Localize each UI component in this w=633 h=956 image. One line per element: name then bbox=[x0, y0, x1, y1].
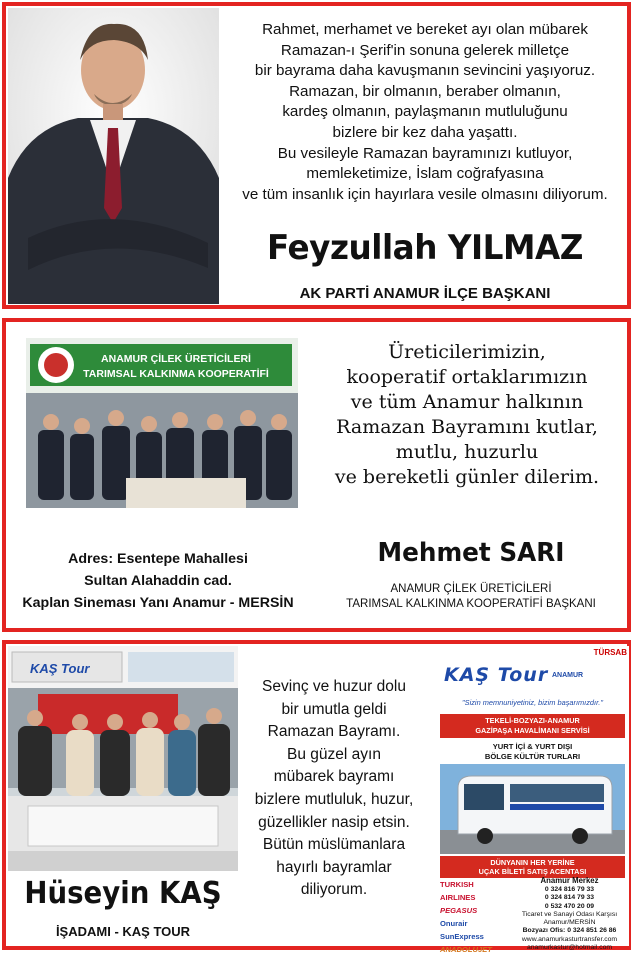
kas-tour-logo: KAŞ Tour bbox=[444, 664, 549, 686]
greeting-panel-kas bbox=[2, 640, 631, 954]
signatory-name: Feyzullah YILMAZ bbox=[267, 228, 583, 268]
pegasus-logo: PEGASUS bbox=[440, 906, 478, 915]
sunexpress-logo: SunExpress bbox=[440, 932, 484, 941]
greeting-panel-sari bbox=[2, 318, 631, 632]
kas-tour-location: ANAMUR bbox=[552, 672, 584, 679]
greeting-message: Üreticilerimizin, kooperatif ortaklarımızın ve tüm Anamur halkının Ramazan Bayramını kutlar, mutlu, huzurlu ve bereketli günler dilerim. bbox=[334, 341, 600, 488]
tours-heading: YURT İÇİ & YURT DIŞI BÖLGE KÜLTÜR TURLARI bbox=[484, 742, 581, 761]
airport-service-banner: TEKELİ-BOZYAZI-ANAMUR GAZİPAŞA HAVALİMANI SERVİSİ bbox=[440, 714, 625, 738]
cooperative-address: Adres: Esentepe Mahallesi Sultan Alahaddin cad. Kaplan Sineması Yanı Anamur - MERSİN bbox=[22, 551, 294, 611]
greeting-panel-yilmaz bbox=[2, 2, 631, 309]
signatory-name: Hüseyin KAŞ bbox=[24, 876, 222, 911]
group-photo-cooperative bbox=[26, 338, 298, 508]
kas-tour-banner: KAŞ Tour bbox=[30, 661, 90, 676]
signatory-title: İŞADAMI - KAŞ TOUR bbox=[55, 924, 191, 939]
signatory-name: Mehmet SARI bbox=[377, 538, 565, 568]
bus-image bbox=[440, 764, 625, 854]
greeting-message: Rahmet, merhamet ve bereket ayı olan mübarek Ramazan-ı Şerif'in sonuna gelerek milletçe bir bayrama daha kavuşmanın sevincini yaşıyoruz. Ramazan, bir olmanın, beraber olmanın, kardeş olmanın, paylaşmanın mutluluğunu bizlere bir kez daha yaşattı. Bu vesileyle Ramazan bayramınızı kutluyor, memleketimize, İslam coğrafyasına ve tüm insanlık için hayırlara vesile olmasını diliyorum. bbox=[242, 21, 608, 203]
anadolujet-logo: ANADOLUJET bbox=[440, 945, 492, 954]
cooperative-sign-line2: TARIMSAL KALKINMA KOOPERATİFİ bbox=[83, 368, 269, 380]
portrait-photo-yilmaz bbox=[8, 8, 219, 304]
kas-tour-advertisement bbox=[434, 646, 629, 954]
group-photo-kas-tour bbox=[8, 646, 238, 871]
signatory-title: AK PARTİ ANAMUR İLÇE BAŞKANI bbox=[299, 285, 551, 302]
onurair-logo: Onurair bbox=[440, 919, 468, 928]
tursab-logo: TÜRSAB bbox=[593, 648, 627, 657]
airline-logos bbox=[440, 878, 510, 956]
cooperative-sign-line1: ANAMUR ÇİLEK ÜRETİCİLERİ bbox=[101, 353, 251, 365]
ad-slogan: "Sizin memnuniyetiniz, bizim başarımızdır." bbox=[462, 698, 603, 707]
greeting-message: Sevinç ve huzur dolu bir umutla geldi Ramazan Bayramı. Bu güzel ayın mübarek bayramı bizlere mutluluk, huzur, güzellikler nasip etsin. Bütün müslümanlara hayırlı bayramlar diliyorum. bbox=[254, 678, 414, 899]
turkish-airlines-logo: TURKISH AIRLINES bbox=[440, 880, 476, 902]
contact-info: Anamur Merkez 0 324 816 79 33 0 324 814 79 33 0 532 470 20 09 Ticaret ve Sanayi Odası Karşısı Anamur/MERSİN Bozyazı Ofis: 0 324 851 26 86 www.anamurkasturtransfer.com anamurkastur@hotmail.com bbox=[521, 876, 618, 952]
signatory-title: ANAMUR ÇİLEK ÜRETİCİLERİ TARIMSAL KALKINMA KOOPERATİFİ BAŞKANI bbox=[346, 583, 596, 610]
flight-ticket-banner: DÜNYANIN HER YERİNE UÇAK BİLETİ SATIŞ ACENTASI bbox=[440, 856, 625, 878]
